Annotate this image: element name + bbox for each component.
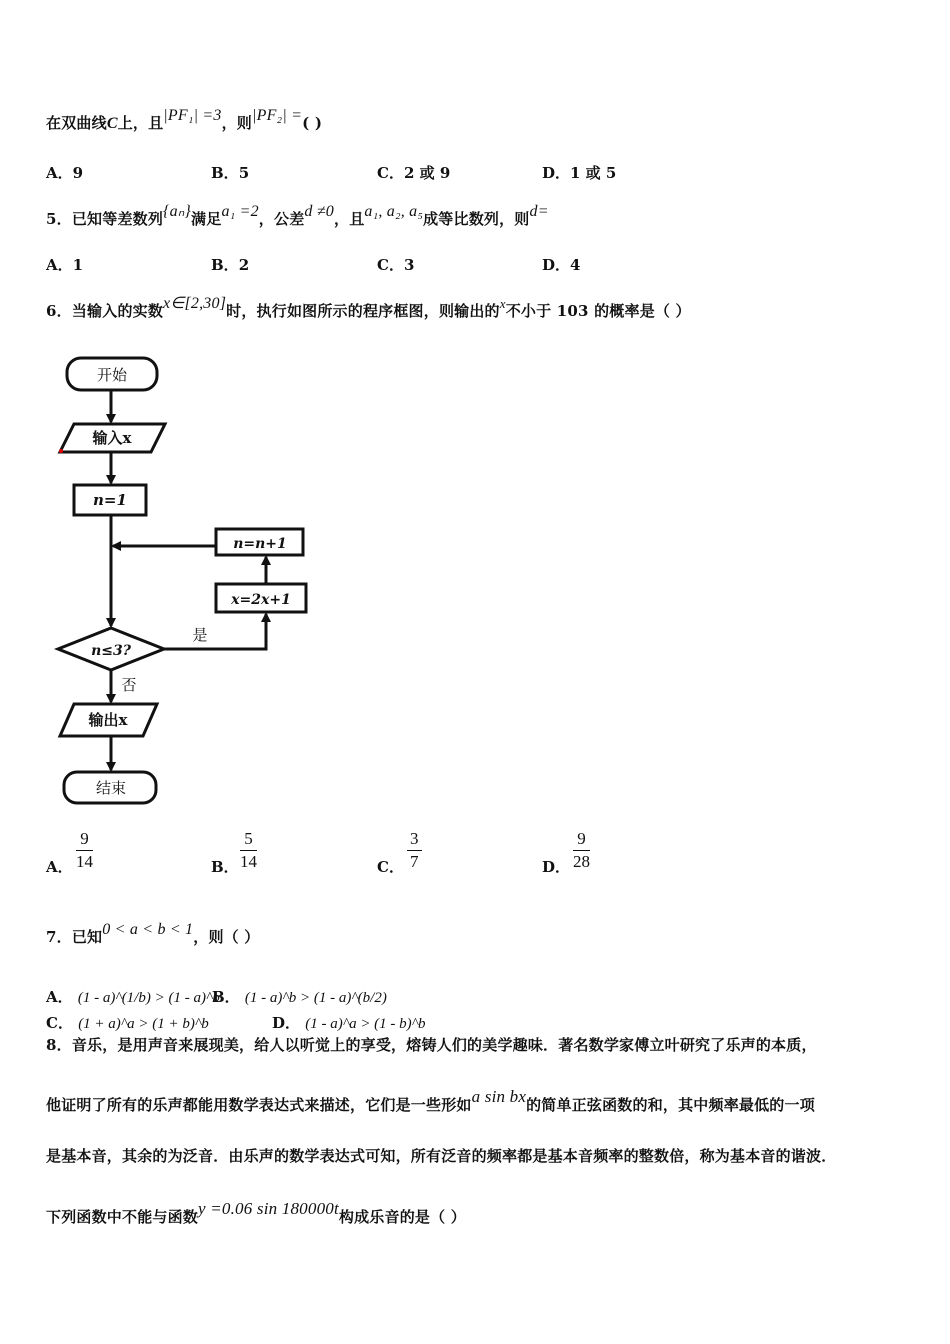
q7-option-c[interactable]: C． (1 + a)^a > (1 + b)^b bbox=[46, 1014, 209, 1032]
flow-start-label: 开始 bbox=[96, 366, 128, 384]
q5-terms: a₁, a₂, a₅ bbox=[364, 203, 424, 220]
q4-option-a[interactable]: A．9 bbox=[46, 164, 84, 182]
q6-range: x∈[2,30] bbox=[163, 295, 227, 312]
q4-option-c[interactable]: C．2 或 9 bbox=[377, 164, 451, 182]
q8-paragraph-2: 他证明了所有的乐声都能用数学表达式来描述，它们是一些形如a sin bx的简单正弦函数的和，其中频率最低的一项 bbox=[46, 1087, 815, 1114]
flow-yes-label: 是 bbox=[192, 626, 208, 644]
flowchart bbox=[0, 340, 330, 820]
q5-asked: d= bbox=[529, 203, 549, 220]
q4-option-b[interactable]: B．5 bbox=[211, 164, 250, 182]
q8-formula-2: y =0.06 sin 180000t bbox=[198, 1199, 339, 1218]
q6-option-a-fraction: $\frac{9}{14}$ bbox=[76, 829, 93, 871]
q7-condition: 0 < a < b < 1 bbox=[102, 921, 194, 938]
flow-end-label: 结束 bbox=[95, 779, 127, 797]
q7-option-a[interactable]: A． (1 - a)^(1/b) > (1 - a)^b bbox=[46, 988, 220, 1006]
q4-stem: 在双曲线C上，且|PF₁| =3，则|PF₂| =( ) bbox=[46, 107, 323, 132]
q6-option-d[interactable]: D． bbox=[542, 858, 571, 876]
flow-increment-label: n=n+1 bbox=[233, 536, 287, 552]
q6-option-a[interactable]: A． bbox=[46, 858, 73, 876]
q8-paragraph-3: 是基本音，其余的为泛音．由乐声的数学表达式可知，所有泛音的频率都是基本音频率的整数倍，称为基本音的谐波． bbox=[46, 1147, 837, 1165]
q6-option-b[interactable]: B． bbox=[211, 858, 239, 876]
q5-difference: d ≠0 bbox=[304, 203, 334, 220]
q5-option-c[interactable]: C．3 bbox=[377, 256, 415, 274]
q8-paragraph-1: 8．音乐，是用声音来展现美，给人以听觉上的享受，熔铸人们的美学趣味．著名数学家傅立叶研究了乐声的本质， bbox=[46, 1036, 817, 1054]
q7-option-d[interactable]: D． (1 - a)^a > (1 - b)^b bbox=[272, 1014, 426, 1032]
flow-input-label: 输入x bbox=[92, 429, 132, 447]
q6-option-c[interactable]: C． bbox=[377, 858, 404, 876]
q5-option-b[interactable]: B．2 bbox=[211, 256, 250, 274]
q6-option-d-fraction: $\frac{9}{28}$ bbox=[573, 829, 590, 871]
flow-no-label: 否 bbox=[121, 676, 137, 694]
q8-paragraph-4: 下列函数中不能与函数y =0.06 sin 180000t构成乐音的是（ ） bbox=[46, 1199, 466, 1226]
q5-option-d[interactable]: D．4 bbox=[542, 256, 581, 274]
q5-sequence: {aₙ} bbox=[163, 203, 192, 220]
q5-stem: 5．已知等差数列{aₙ}满足a₁ =2，公差d ≠0，且a₁, a₂, a₅成等比数列，则d= bbox=[46, 203, 549, 228]
curve-name: C bbox=[106, 115, 118, 132]
q5-option-a[interactable]: A．1 bbox=[46, 256, 84, 274]
q7-stem: 7．已知0 < a < b < 1，则（ ） bbox=[46, 921, 260, 946]
q6-stem: 6．当输入的实数x∈[2,30]时，执行如图所示的程序框图，则输出的x不小于 103 的概率是（ ） bbox=[46, 295, 691, 320]
q4-condition: |PF₁| =3 bbox=[163, 107, 222, 124]
q6-option-b-fraction: $\frac{5}{14}$ bbox=[240, 829, 257, 871]
flow-condition-label: n≤3? bbox=[91, 643, 131, 659]
q8-formula-1: a sin bx bbox=[471, 1087, 527, 1106]
flow-output-label: 输出x bbox=[88, 711, 128, 729]
q6-option-c-fraction: $\frac{3}{7}$ bbox=[407, 828, 422, 873]
q7-option-b[interactable]: B． (1 - a)^b > (1 - a)^(b/2) bbox=[212, 988, 387, 1006]
q5-first-term: a₁ =2 bbox=[221, 203, 259, 220]
flow-update-label: x=2x+1 bbox=[231, 592, 291, 608]
q4-asked: |PF₂| = bbox=[252, 107, 303, 124]
flow-mark-dot bbox=[59, 449, 63, 453]
q4-option-d[interactable]: D．1 或 5 bbox=[542, 164, 617, 182]
flow-init-label: n=1 bbox=[93, 491, 127, 509]
q6-var: x bbox=[499, 296, 506, 311]
flow-arrow-yes bbox=[164, 614, 266, 649]
